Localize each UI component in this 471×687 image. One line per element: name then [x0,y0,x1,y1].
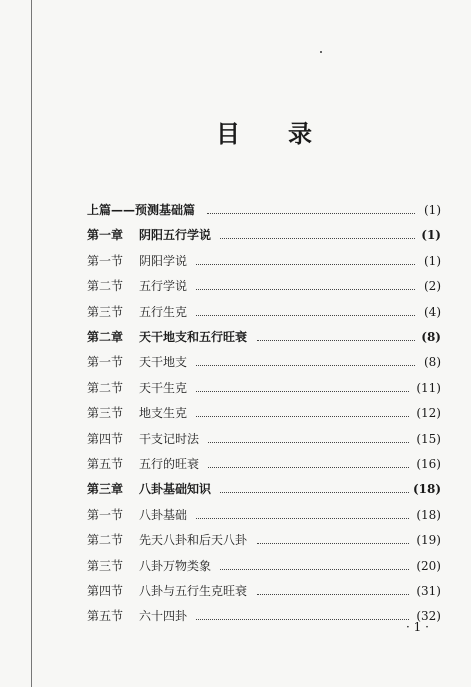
toc-title: 天干地支 [139,355,188,370]
toc-page-number: (19) [416,533,441,548]
toc-entry-section [87,249,441,273]
toc-label: 第二节 [87,279,124,294]
toc-title: 天干生克 [139,380,188,395]
dot-leader [196,313,415,316]
title-char-2: 录 [288,120,312,148]
dot-leader [208,440,409,443]
toc-title: 八卦万物类象 [139,558,212,573]
page-number: · 1 · [406,620,429,634]
toc-page-number: (8) [424,355,441,370]
toc-label: 第五节 [87,457,124,471]
toc-page-number: (4) [424,304,441,319]
toc-entry-section [87,350,441,374]
title-char-1: 目 [216,120,240,148]
toc-title: 天干地支和五行旺衰 [139,330,248,344]
toc-entry-section [87,503,441,527]
dot-leader [257,541,409,544]
toc-page-number: (11) [416,380,441,395]
toc-entry-section [87,554,441,578]
toc-label: 第一节 [87,507,124,522]
toc-title: 八卦基础 [139,507,188,522]
dot-leader [196,287,415,290]
toc-page-number: (20) [416,558,441,573]
toc-title: 干支记时法 [139,431,200,446]
scan-speck [320,51,322,53]
toc-title: 五行生克 [139,304,188,319]
toc-label: 第二节 [87,533,124,548]
toc-entry-section [87,401,441,425]
dot-leader [207,211,415,214]
toc-entry-chapter [87,477,441,501]
toc-entry-section [87,274,441,298]
toc-page-number: (1) [424,203,441,217]
toc-entry-section [87,452,441,476]
toc-title: 八卦基础知识 [139,482,212,497]
toc-page-number: (32) [416,609,441,624]
toc-label: 上篇——预测基础篇 [87,203,196,217]
toc-page-number: (2) [424,279,441,294]
toc-page-number: (31) [416,584,441,598]
dot-leader [196,363,415,366]
page-edge-rule [31,0,32,687]
toc-entry-chapter [87,223,441,247]
toc-label: 第二节 [87,380,124,395]
toc-page-number: (1) [424,253,441,268]
toc-label: 第三章 [87,482,124,497]
toc-entry-section [87,604,441,628]
toc-title: 地支生克 [139,406,188,421]
toc-entry-chapter [87,325,441,349]
toc-page-number: (15) [416,431,441,446]
toc-entry-section [87,376,441,400]
dot-leader [220,567,409,570]
toc-label: 第四节 [87,431,124,446]
toc-label: 第一节 [87,253,124,268]
toc-title: 八卦与五行生克旺衰 [139,584,248,598]
dot-leader [196,516,409,519]
toc-page-number: (18) [412,482,441,497]
dot-leader [257,338,415,341]
toc-page-number: (8) [421,330,441,344]
toc-entry-section [87,427,441,451]
dot-leader [220,236,415,239]
toc-title: 阴阳五行学说 [139,228,212,243]
toc-entry-section [87,300,441,324]
dot-leader [196,414,409,417]
toc-label: 第一章 [87,228,124,243]
dot-leader [196,389,409,392]
toc-page-number: (1) [421,228,441,243]
toc-label: 第一节 [87,355,124,370]
toc-title: 五行学说 [139,279,188,294]
toc-label: 第三节 [87,406,124,421]
toc-title: 先天八卦和后天八卦 [139,533,248,548]
dot-leader [257,592,409,595]
toc-title: 阴阳学说 [139,253,188,268]
dot-leader [196,262,415,265]
dot-leader [220,490,409,493]
toc-entry-section [87,579,441,603]
page-title [0,118,471,158]
toc-page-number: (12) [416,406,441,421]
toc-title: 六十四卦 [139,609,188,624]
dot-leader [196,617,409,620]
toc-entry-section [87,528,441,552]
dot-leader [208,465,409,468]
toc-page-number: (18) [416,507,441,522]
toc-entry-part [87,198,441,222]
toc-label: 第五节 [87,609,124,624]
toc-label: 第二章 [87,330,124,344]
toc-label: 第三节 [87,558,124,573]
toc-label: 第三节 [87,304,124,319]
toc-title: 五行的旺衰 [139,457,200,471]
toc-page-number: (16) [416,457,441,471]
toc-label: 第四节 [87,584,124,598]
